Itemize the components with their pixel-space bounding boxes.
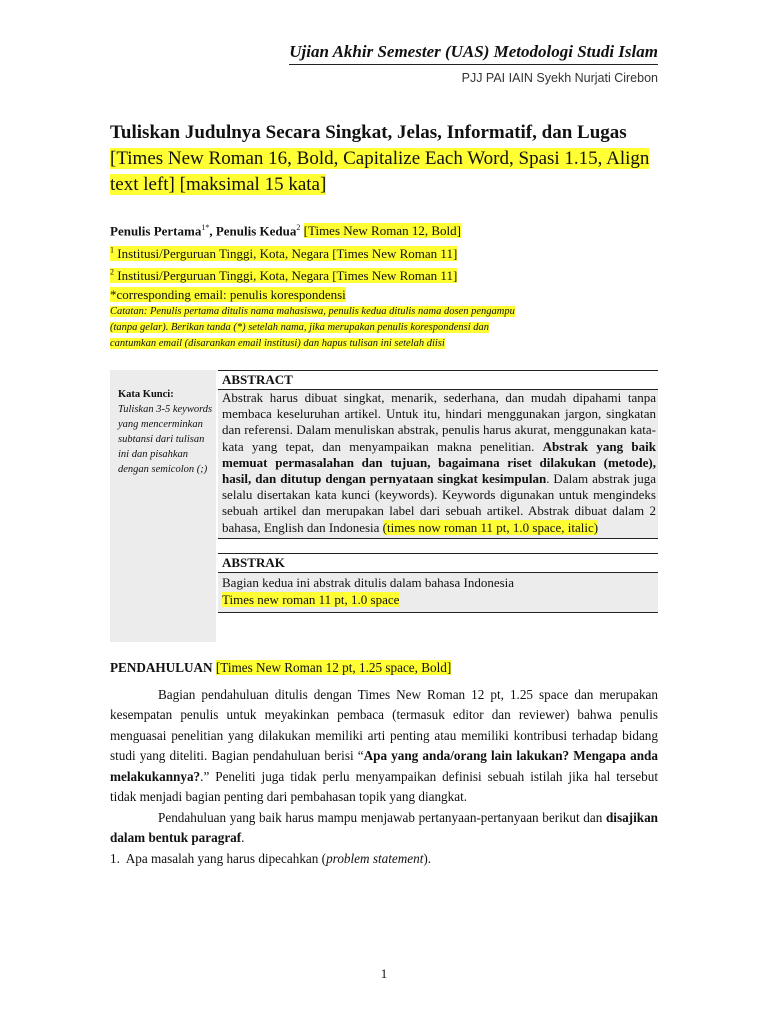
affil1-sup: 1	[110, 245, 114, 255]
intro-p2-bold: disajikan dalam bentuk paragraf	[110, 809, 658, 845]
abstract-heading: ABSTRACT	[222, 372, 293, 387]
note-line-1: Catatan: Penulis pertama ditulis nama mahasiswa, penulis kedua ditulis nama dosen pengampu	[110, 305, 515, 317]
header-subtitle: PJJ PAI IAIN Syekh Nurjati Cirebon	[461, 71, 658, 85]
affil1-text: Institusi/Perguruan Tinggi, Kota, Negara [Times New Roman 11]	[117, 245, 458, 261]
abstrak-text-line: Bagian kedua ini abstrak ditulis dalam bahasa Indonesia	[222, 574, 515, 590]
title-format-note: [Times New Roman 16, Bold, Capitalize Each Word, Spasi 1.15, Align text left] [maksimal 15 kata]	[110, 148, 650, 195]
list-number: 1.	[110, 850, 120, 866]
affiliation-2	[110, 263, 670, 285]
abstract-format-note: (times now roman 11 pt, 1.0 space, italic)	[382, 519, 599, 535]
body-content	[110, 658, 658, 869]
abstract-text-bold: Abstrak yang baik memuat permasalahan dan tujuan, bagaimana riset dilakukan (metode), hasil, dan ditutup dengan pernyataan singkat kesimpulan	[222, 438, 656, 487]
abstrak-format-note: Times new roman 11 pt, 1.0 space	[222, 591, 400, 607]
corresponding-email: *corresponding email: penulis korespondensi	[110, 286, 346, 302]
abstrak-text	[218, 573, 658, 612]
section-heading-pendahuluan	[110, 658, 658, 679]
authors-block	[110, 218, 670, 352]
note-line-2: (tanpa gelar). Berikan tanda (*) setelah nama, jika merupakan penulis korespondensi dan	[110, 321, 490, 333]
author-note	[110, 304, 670, 352]
keywords-body: Tuliskan 3-5 keywords yang mencerminkan subtansi dari tulisan ini dan pisahkan dengan semicolon (;)	[118, 404, 213, 475]
list-italic: problem statement	[326, 850, 424, 866]
intro-p1-bold: Apa yang anda/orang lain lakukan? Mengapa anda melakukannya?	[110, 748, 658, 784]
note-line-3: cantumkan email (disarankan email institusi) dan hapus tulisan ini setelah diisi	[110, 337, 445, 349]
affiliation-1	[110, 240, 670, 262]
abstrak-heading: ABSTRAK	[222, 554, 285, 570]
page-number: 1	[380, 966, 388, 981]
abstract-text	[218, 390, 658, 538]
paper-title	[110, 120, 650, 198]
intro-list-item-1: 1. Apa masalah yang harus dipecahkan (problem statement).	[110, 850, 432, 866]
abstract-text-part1: Abstrak harus dibuat singkat, menarik, sederhana, dan mudah dipahami tanpa membaca keseluruhan artikel. Untuk itu, hindari menggunakan jargon, singkatan dan referensi. Dalam menuliskan abstrak, penulis harus akurat, menggunakan kata-kata yang tepat, dan menyampaikan makna penelitian.	[222, 390, 656, 454]
intro-paragraph-2: Pendahuluan yang baik harus mampu menjawab pertanyaan-pertanyaan berikut dan disajikan dalam bentuk paragraf.	[110, 809, 658, 845]
author2-sup: 2	[296, 223, 301, 232]
author-line: Penulis Pertama$^{1*}$, Penulis Kedua$^2$ [Times New Roman 12, Bold]	[110, 223, 461, 239]
intro-paragraph-1: Bagian pendahuluan ditulis dengan Times New Roman 12 pt, 1.25 space dan merupakan kesempatan penulis untuk meyakinkan pembaca (termasuk editor dan reviewer) bahwa penulis menguasai penelitian yang dilakukan memiliki arti penting atau memiliki kontribusi terhadap bidang studi yang diteliti. Bagian pendahuluan berisi “Apa yang anda/orang lain lakukan? Mengapa anda melakukannya?.” Peneliti juga tidak perlu menyampaikan definisi sebuah istilah jika hal tersebut tidak menjadi bagian penting dari pembahasan topik yang diangkat.	[110, 686, 658, 804]
abstract-text-part2: . Dalam abstrak juga selalu disertakan kata kunci (keywords). Keywords digunakan untuk mengindeks sebuah artikel dan merupakan label dari sebuah artikel. Abstrak dibuat dalam 2 bahasa, English dan Indonesia	[222, 471, 657, 535]
keywords-box	[118, 387, 216, 477]
author1-sup: 1*	[201, 223, 210, 232]
title-text: Tuliskan Judulnya Secara Singkat, Jelas, Informatif, dan Lugas	[110, 122, 627, 143]
affil2-sup: 2	[110, 267, 114, 277]
author2-name: Penulis Kedua	[215, 223, 297, 239]
header-title: Ujian Akhir Semester (UAS) Metodologi Studi Islam	[289, 42, 658, 65]
section-heading-text: PENDAHULUAN	[110, 660, 213, 675]
author-format-note: [Times New Roman 12, Bold]	[303, 223, 461, 239]
author1-name: Penulis Pertama	[110, 223, 202, 239]
keywords-title: Kata Kunci:	[118, 389, 174, 400]
section-format-note: [Times New Roman 12 pt, 1.25 space, Bold]	[215, 660, 452, 675]
abstract-column	[218, 370, 658, 613]
affil2-text: Institusi/Perguruan Tinggi, Kota, Negara [Times New Roman 11]	[117, 267, 458, 283]
